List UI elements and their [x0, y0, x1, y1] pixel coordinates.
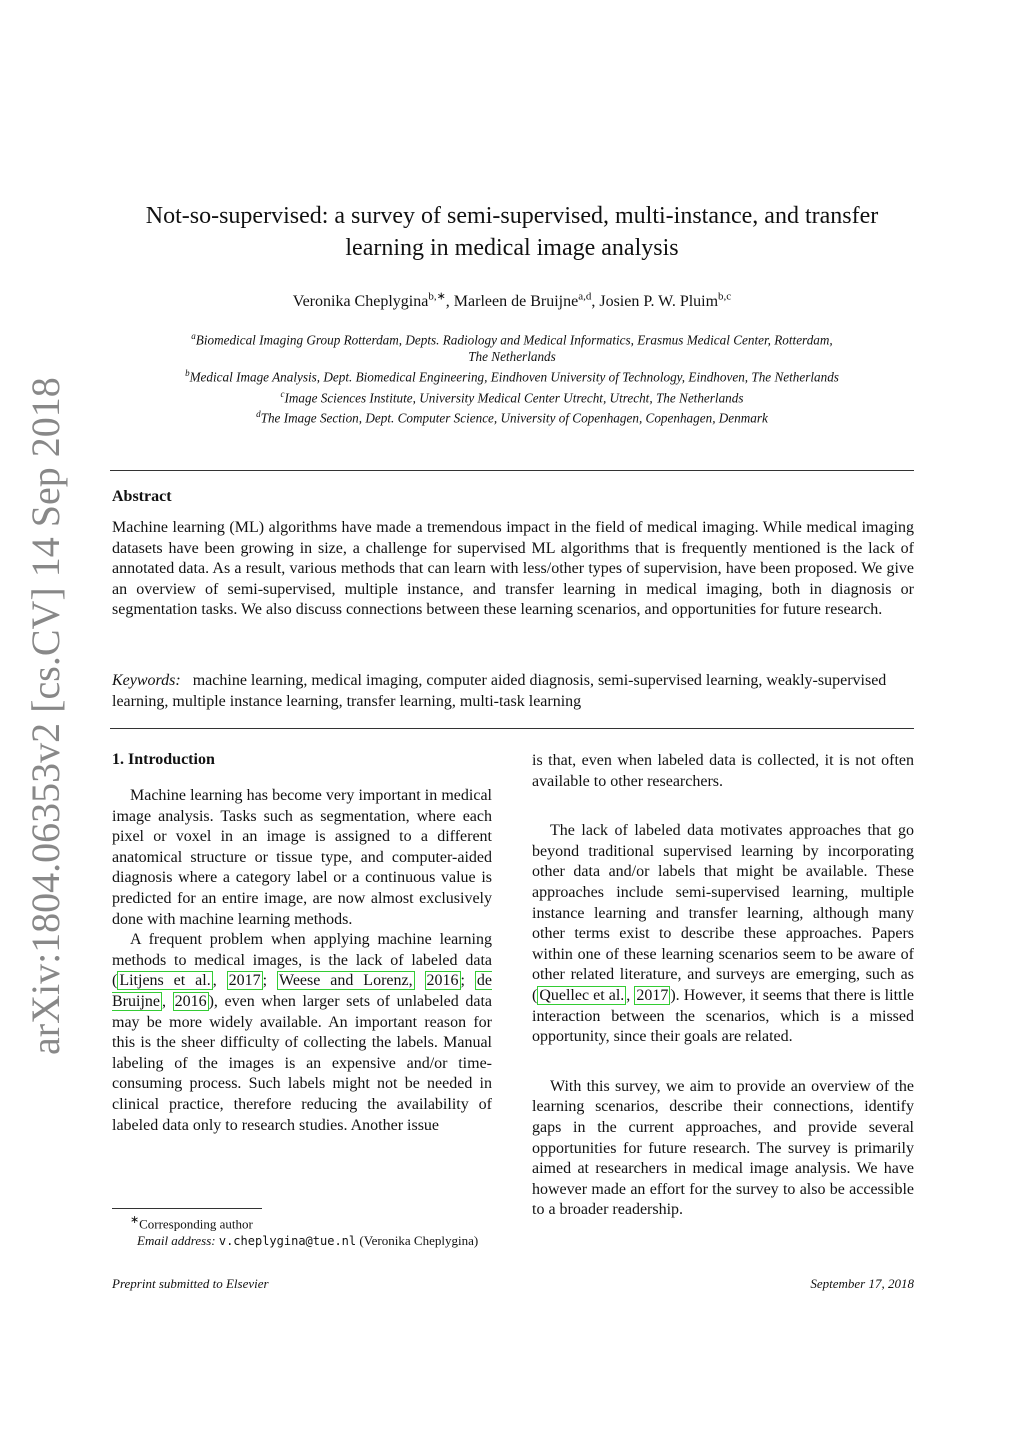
footer-preprint: Preprint submitted to Elsevier	[112, 1276, 269, 1291]
author-3: Josien P. W. Pluim$^{b,c}$	[599, 291, 732, 311]
footer-date: September 17, 2018	[810, 1276, 914, 1291]
citation-quellec-year[interactable]: 2017	[636, 986, 669, 1004]
citation-bruijne[interactable]: de Bruijne	[112, 972, 493, 1010]
footnote	[112, 1212, 492, 1249]
citation-litjens-year[interactable]: 2017	[228, 972, 261, 990]
citation-weese-year[interactable]: 2016	[426, 972, 459, 990]
abstract-heading: Abstract	[112, 488, 172, 505]
affiliation-a: $^a$Biomedical Imaging Group Rotterdam, Depts. Radiology and Medical Informatics, Erasmus Medical Center, Rotterdam,	[191, 331, 833, 348]
email-link[interactable]: v.cheplygina@tue.nl	[218, 1233, 357, 1248]
intro-paragraph-2: A frequent problem when applying machine learning methods to medical images, is the lack of labeled data ( Litjens et al. , 2017 ; Weese and Lorenz, 2016 ; de Bruijne , 2016 ), even when larger sets of unlabeled data may be more widely available. An important reason for this is the sheer difficulty of collecting the labels. Manual labeling of the images is an expensive and/or time-consuming process. Such labels might not be needed in clinical practice, therefore reducing the availability of labeled data only to research studies. Another issue	[112, 931, 493, 1134]
author-2: Marleen de Bruijne$^{a,d}$,	[453, 291, 600, 311]
affiliation-b: $^b$Medical Image Analysis, Dept. Biomedical Engineering, Eindhoven University of Technology, Eindhoven, The Netherlands	[185, 368, 839, 385]
footnote-corresponding: ∗Corresponding author	[130, 1214, 253, 1232]
keywords-label: Keywords:	[112, 672, 181, 689]
left-column	[112, 786, 492, 1136]
abstract-text: Machine learning (ML) algorithms have made a tremendous impact in the field of medical imaging. While medical imaging datasets have been growing in size, a challenge for supervised ML algorithms that is frequently mentioned is the lack of annotated data. As a result, various methods that can learn with less/other types of supervision, have been proposed. We give an overview of semi-supervised, multiple instance, and transfer learning in medical imaging, both in diagnosis or segmentation tasks. We also discuss connections between these learning scenarios, and opportunities for future research.	[112, 519, 914, 619]
section-heading: 1. Introduction	[112, 751, 215, 768]
affiliation-d: $^d$The Image Section, Dept. Computer Science, University of Copenhagen, Copenhagen, Denmark	[256, 409, 768, 426]
abstract-bottom-rule	[110, 728, 914, 729]
citation-litjens[interactable]: Litjens et al.	[119, 972, 211, 990]
title-line-1: Not-so-supervised: a survey of semi-supervised, multi-instance, and transfer	[145, 203, 879, 229]
arxiv-stamp: arXiv:1804.06353v2 [cs.CV] 14 Sep 2018	[23, 377, 68, 1055]
title-line-2: learning in medical image analysis	[345, 235, 679, 261]
intro-paragraph-1: Machine learning has become very important in medical image analysis. Tasks such as segmentation, where each pixel or voxel in an image is assigned to a different anatomical structure or tissue type, and computer-aided diagnosis where a category label or a continuous value is predicted for an entire image, are now almost exclusively done with machine learning methods.	[112, 787, 492, 928]
affiliations	[100, 328, 924, 427]
keywords-text: machine learning, medical imaging, computer aided diagnosis, semi-supervised learning, weakly-supervised learning, multiple instance learning, transfer learning, multi-task learning	[112, 672, 887, 710]
right-paragraph-1: The lack of labeled data motivates approaches that go beyond traditional supervised learning by incorporating other data and/or labels that might be available. These approaches include semi-supervised learning, multiple instance learning and transfer learning, although many other terms exist to describe these approaches. Papers within one of these learning scenarios seem to be aware of other related literature, and surveys are emerging, such as ( Quellec et al. , 2017 ). However, it seems that there is little interaction between the scenarios, which is a missed opportunity, since their goals are related.	[532, 822, 915, 1046]
citation-bruijne-year[interactable]: 2016	[174, 992, 207, 1010]
affiliation-a-cont: The Netherlands	[468, 349, 556, 365]
footnote-email: Email address: v.cheplygina@tue.nl (Veronika Cheplygina)	[137, 1232, 479, 1248]
citation-weese[interactable]: Weese and Lorenz,	[279, 972, 413, 990]
author-list	[100, 290, 924, 311]
affiliation-c: $^c$Image Sciences Institute, University Medical Center Utrecht, Utrecht, The Netherlands	[280, 388, 744, 406]
right-column	[532, 751, 914, 1221]
keywords	[112, 671, 914, 712]
abstract-top-rule	[110, 470, 914, 471]
paper-title	[100, 200, 924, 264]
author-1: Veronika Cheplygina$^{b,∗}$,	[292, 291, 454, 311]
right-paragraph-2: With this survey, we aim to provide an overview of the learning scenarios, describe their connections, identify gaps in the current approaches, and provide several opportunities for future research. The survey is primarily aimed at researchers in medical image analysis. We have however made an effort for the survey to also be accessible to a broader readership.	[532, 1077, 914, 1219]
right-paragraph-0: is that, even when labeled data is collected, it is not often available to other researchers.	[532, 752, 914, 790]
citation-quellec[interactable]: Quellec et al.	[539, 986, 625, 1004]
footnote-rule	[112, 1208, 262, 1209]
